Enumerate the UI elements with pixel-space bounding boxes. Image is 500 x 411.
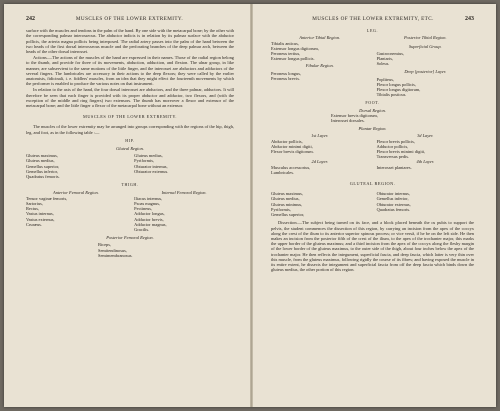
thigh-heading: THIGH.: [121, 182, 139, 188]
muscle-item: Gemellus superior,: [26, 163, 60, 169]
muscle-item: Abductor minimi digiti,: [271, 143, 313, 149]
right-running-head: MUSCLES OF THE LOWER EXTREMITY, ETC.: [312, 16, 434, 22]
muscle-item: Pyriformis,: [271, 206, 291, 212]
muscle-item: Gluteus maximus,: [26, 153, 58, 159]
femoral-list: [26, 196, 234, 232]
anterior-tibial-heading: Anterior Tibial Region.: [299, 35, 341, 41]
muscle-item: Abductor pollicis,: [271, 138, 303, 144]
muscle-item: Popliteus,: [376, 76, 395, 82]
muscle-item: Tibialis posticus.: [376, 92, 407, 98]
muscle-item: Quadratus femoris.: [376, 206, 411, 212]
muscle-item: Gluteus medius,: [271, 196, 300, 202]
muscle-item: Biceps,: [98, 242, 112, 248]
section-title: MUSCLES OF THE LOWER EXTREMITY.: [83, 114, 177, 120]
muscle-item: Peroneus tertius,: [271, 51, 301, 57]
muscle-item: Semitendinosus,: [98, 247, 127, 253]
muscle-item: Interossei dorsales.: [331, 118, 365, 124]
gluteal-region-list: [271, 191, 474, 217]
foot-heading: FOOT.: [365, 100, 380, 106]
muscle-item: Gastrocnemius,: [376, 50, 404, 56]
muscle-item: Iliacus internus,: [134, 195, 163, 201]
muscle-item: Psoas magnus,: [134, 200, 161, 206]
muscle-item: Obturator internus,: [134, 163, 168, 169]
plantar-list-a: [271, 139, 474, 160]
muscle-item: Extensor longus digitorum,: [271, 45, 319, 51]
right-page-header: [271, 17, 474, 22]
gluteal-list: [26, 153, 234, 179]
muscle-item: Adductor longus,: [134, 211, 165, 217]
muscle-item: Flexor longus digitorum,: [376, 87, 421, 93]
muscle-item: Adductor brevis,: [134, 216, 164, 222]
anterior-femoral-heading: Anterior Femoral Region.: [53, 190, 99, 196]
muscle-item: Quadratus femoris.: [26, 174, 60, 180]
muscle-item: Gemellus superior,: [271, 212, 305, 218]
muscle-item: Tibialis anticus,: [271, 40, 299, 46]
fibular-heading: Fibular Region.: [305, 63, 334, 69]
first-layer-heading: 1st Layer.: [311, 133, 329, 139]
leg-heading: LEG.: [366, 28, 379, 34]
posterior-tibial-heading: Posterior Tibial Region.: [403, 35, 447, 41]
intro-paragraph: The muscles of the lower extremity may be arranged into groups corresponding with the regions of the hip, thigh, leg, and foot, as in the following table :—: [26, 124, 234, 135]
hip-heading: HIP.: [125, 137, 135, 143]
right-page: [253, 4, 496, 407]
muscle-item: Transversus pedis.: [376, 154, 410, 160]
left-running-head: MUSCLES OF THE LOWER EXTREMITY.: [75, 16, 184, 22]
plantar-list-b: [271, 165, 474, 175]
muscle-item: Pyriformis,: [134, 158, 155, 164]
muscle-item: Lumbricales.: [271, 169, 295, 175]
internal-femoral-heading: Internal Femoral Region.: [161, 190, 207, 196]
muscle-item: Gluteus medius,: [26, 158, 55, 164]
muscle-item: Obturator internus,: [376, 191, 410, 197]
muscle-item: Soleus.: [376, 61, 390, 67]
fourth-layer-heading: 4th Layer.: [416, 159, 435, 165]
superficial-group-heading: Superficial Group.: [408, 43, 442, 49]
muscle-item: Pectineus,: [134, 206, 153, 212]
muscle-item: Semimembranosus.: [98, 252, 133, 258]
muscle-item: Vastus internus,: [26, 211, 54, 217]
muscle-item: Musculus accessorius,: [271, 164, 311, 170]
muscle-item: Plantaris,: [376, 56, 394, 62]
left-page-header: [26, 17, 234, 22]
muscle-item: Extensor brevis digitorum,: [331, 112, 378, 118]
left-paragraph: Actions.—The actions of the muscles of the hand are expressed in their names. Those of the radial region belong to the thumb, and provide for three of its movements, abduction, adduction, and flexion. The ulnar group, in like manner, are subservient to the same motions of the little finger, and the interossei are abductors and adductors of the several fingers. The lumbricales are accessory in their actions to the deep flexors; they were called by the earlier anatomists, fidicinali, i. e. fiddlers' muscles, from an idea that they might effect the fourteenth movements by which the performer is enabled to produce the various notes on that instrument.: [26, 55, 234, 87]
muscle-item: Flexor brevis pollicis,: [376, 138, 415, 144]
muscle-item: Peroneus longus,: [271, 70, 302, 76]
book-spread: [4, 4, 496, 407]
muscle-item: Extensor longus pollicis.: [271, 56, 315, 62]
muscle-item: Gluteus medius,: [134, 153, 163, 159]
muscle-item: Flexor brevis digitorum.: [271, 149, 314, 155]
dissection-paragraph: Dissection.—The subject being turned on its face, and a block placed beneath the os pubis to support the pelvis, the student commences the dissection of this region, by carrying an incision from the apex of the coccyx along the crest of the ilium to its anterior superior spinous process; or vice versâ, if he be on the left side. He then makes an incision from the posterior fifth of the crest of the ilium, to the apex of the trochanter major, this marks the upper border of the gluteus maximus; and a third incision from the apex of the coccyx along the fleshy margin of the lower border of the gluteus maximus, to the outer side of the thigh, about four inches below the apex of the trochanter major. He then reflects the integument, superficial fascia, and deep fascia, which latter is very thin over this muscle, from the gluteus maximus, following rigidly the course of its fibres; and having exposed the muscle in its entire extent, he dissects the integument and superficial fascia from off the deep fascia which binds down the gluteus medius, the other portion of this region.: [271, 220, 474, 273]
plantar-region-heading: Plantar Region.: [358, 126, 387, 132]
left-page: [4, 4, 250, 407]
muscle-item: Sartorius,: [26, 200, 43, 206]
deep-layer-heading: Deep [posterior] Layer.: [404, 69, 447, 75]
third-layer-heading: 3d Layer.: [417, 133, 434, 139]
muscle-item: Cruræus.: [26, 221, 42, 227]
right-page-number: 243: [465, 16, 474, 22]
muscle-item: Vastus externus,: [26, 216, 55, 222]
muscle-item: Flexor brevis minimi digiti,: [376, 149, 426, 155]
muscle-item: Obturator externus.: [134, 168, 169, 174]
left-page-number: 242: [26, 16, 35, 22]
muscle-item: Gracilis.: [134, 226, 150, 232]
muscle-item: Gluteus maximus,: [271, 191, 303, 197]
muscle-item: Flexor longus pollicis,: [376, 81, 416, 87]
posterior-femoral-list: [98, 242, 234, 258]
left-paragraph: surface with the muscles and tendons in the palm of the hand. By one side with the metacarpal bone; by the other with the corresponding palmar interosseous. The abductor indicis is in relation by its palmar surface with the abductor pollicis, the arteria magna pollicis being interposed. The radial artery passes into the palm of the hand between the two heads of the first dorsal interosseous muscle and the perforating branches of the deep palmar arch, between the heads of the other dorsal interossei.: [26, 28, 234, 55]
dorsal-list: [331, 113, 474, 123]
muscle-item: Rectus,: [26, 206, 40, 212]
muscle-item: Gemellus inferior,: [26, 168, 59, 174]
muscle-item: Adductor magnus,: [134, 221, 167, 227]
muscle-item: Adductor pollicis,: [376, 143, 409, 149]
muscle-item: Interossei plantares.: [376, 164, 412, 170]
muscle-item: Gluteus minimus,: [271, 201, 303, 207]
second-layer-heading: 2d Layer.: [311, 159, 328, 165]
gluteal-region-heading: Gluteal Region.: [116, 146, 144, 152]
muscle-item: Gemellus inferior,: [376, 196, 409, 202]
tibial-list: [271, 41, 474, 98]
muscle-item: Peroneus brevis.: [271, 75, 301, 81]
posterior-femoral-heading: Posterior Femoral Region.: [106, 235, 154, 241]
left-paragraph: In relation to the axis of the hand, the four dorsal interossei are abductors, and the three palmar, adductors. It will therefore be seen that each finger is provided with its proper abductor and adductor, two flexors, and (with the exception of the middle and ring fingers) two extensors. The thumb has moreover a flexor and extensor of the metacarpal bone; and the little finger a flexor of the metacarpal bone without an extensor.: [26, 87, 234, 109]
gluteal-region-title: GLUTEAL REGION.: [349, 181, 396, 187]
dorsal-region-heading: Dorsal Region.: [359, 107, 386, 113]
muscle-item: Obturator externus,: [376, 201, 411, 207]
muscle-item: Tensor vaginæ femoris,: [26, 195, 68, 201]
